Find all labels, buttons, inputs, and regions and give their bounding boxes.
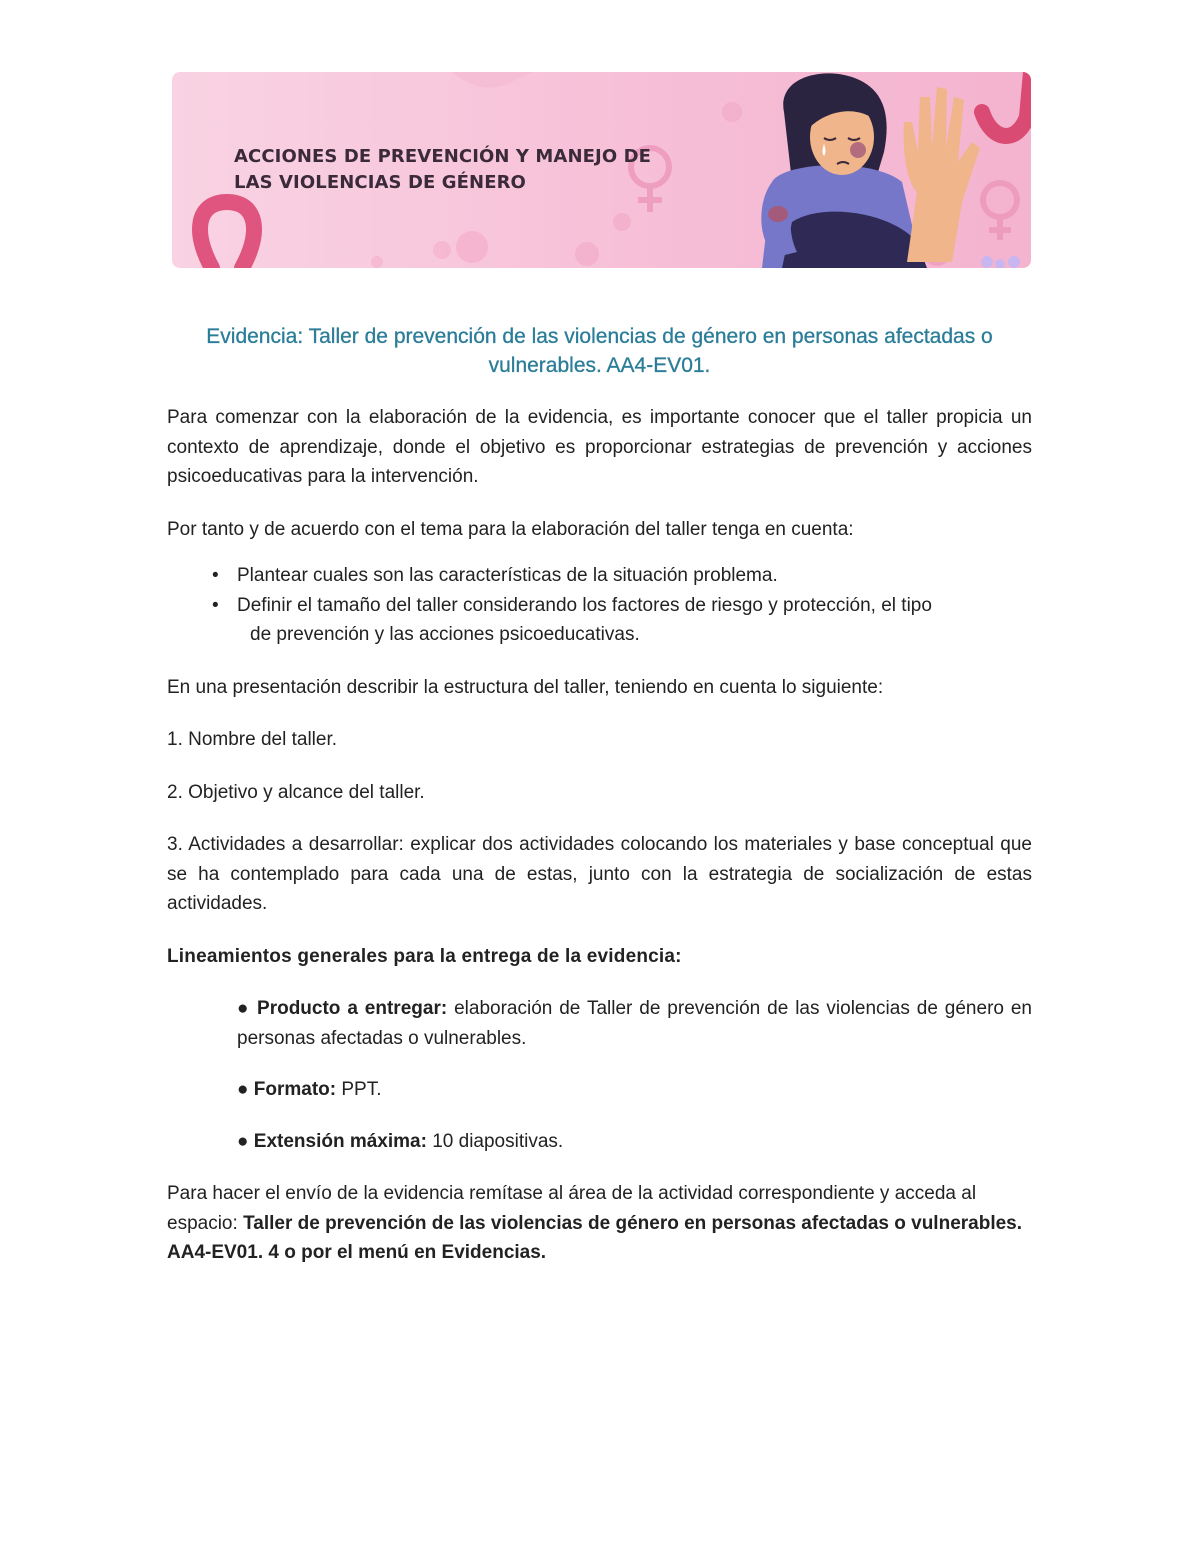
closing-text: Para hacer el envío de la evidencia remítase al área de la actividad correspondiente y acceda al espacio: bbox=[167, 1183, 977, 1234]
guideline-item bbox=[167, 994, 1032, 1053]
intro-paragraph: Para comenzar con la elaboración de la evidencia, es importante conocer que el taller propicia un contexto de aprendizaje, donde el objetivo es proporcionar estrategias de prevención y acciones psicoeducativas para la intervención. bbox=[167, 407, 1032, 487]
list-item-text: Plantear cuales son las características de la situación problema. bbox=[237, 565, 778, 586]
evidence-title: Evidencia: Taller de prevención de las violencias de género en personas afectadas o vulnerables. AA4-EV01. bbox=[206, 325, 993, 377]
list-item bbox=[167, 561, 1032, 591]
guideline-value: elaboración de Taller de prevención de las violencias de género en personas afectadas o vulnerables. bbox=[237, 998, 1033, 1049]
guideline-symbol: ● bbox=[237, 998, 251, 1019]
guideline-value: PPT. bbox=[341, 1079, 382, 1100]
guideline-label: Producto a entregar: bbox=[257, 998, 448, 1019]
step-1: 1. Nombre del taller. bbox=[167, 729, 338, 750]
guideline-value: 10 diapositivas. bbox=[432, 1130, 564, 1152]
closing-bold: Taller de prevención de las violencias de género en personas afectadas o vulnerables. AA4-EV01. 4 o por el menú en Evidencias. bbox=[167, 1212, 1023, 1263]
bullet-icon: • bbox=[212, 594, 219, 616]
list-item-text: Definir el tamaño del taller considerando los factores de riesgo y protección, el tipo bbox=[237, 594, 932, 616]
theme-paragraph: Por tanto y de acuerdo con el tema para la elaboración del taller tenga en cuenta: bbox=[167, 518, 854, 540]
guidelines-heading: Lineamientos generales para la entrega de la evidencia: bbox=[167, 945, 682, 967]
structure-paragraph: En una presentación describir la estructura del taller, teniendo en cuenta lo siguiente: bbox=[167, 676, 884, 698]
banner-title bbox=[234, 144, 651, 196]
list-item bbox=[167, 591, 1032, 650]
ribbon-icon bbox=[200, 202, 254, 268]
considerations-list bbox=[167, 561, 1032, 650]
guidelines-list bbox=[167, 994, 1032, 1156]
guideline-symbol: ● bbox=[237, 1130, 249, 1152]
woman-illustration bbox=[761, 73, 980, 268]
guideline-label: Extensión máxima: bbox=[253, 1130, 427, 1152]
bullet-icon: • bbox=[212, 565, 219, 586]
banner-title-line-2: LAS VIOLENCIAS DE GÉNERO bbox=[234, 172, 526, 193]
document-body bbox=[167, 322, 1032, 1268]
list-item-text-continued: de prevención y las acciones psicoeducativas. bbox=[250, 624, 640, 645]
step-2: 2. Objetivo y alcance del taller. bbox=[167, 781, 425, 803]
guideline-item bbox=[167, 1075, 1032, 1105]
guideline-item bbox=[167, 1127, 1032, 1157]
banner-title-line-1: ACCIONES DE PREVENCIÓN Y MANEJO DE bbox=[234, 146, 652, 167]
guideline-symbol: ● bbox=[237, 1079, 249, 1100]
header-banner bbox=[172, 72, 1031, 268]
closing-paragraph bbox=[167, 1179, 1032, 1268]
step-3: 3. Actividades a desarrollar: explicar dos actividades colocando los materiales y base conceptual que se ha contemplado para cada una de estas, junto con la estrategia de socialización de estas actividades. bbox=[167, 834, 1032, 914]
guideline-label: Formato: bbox=[253, 1079, 337, 1100]
